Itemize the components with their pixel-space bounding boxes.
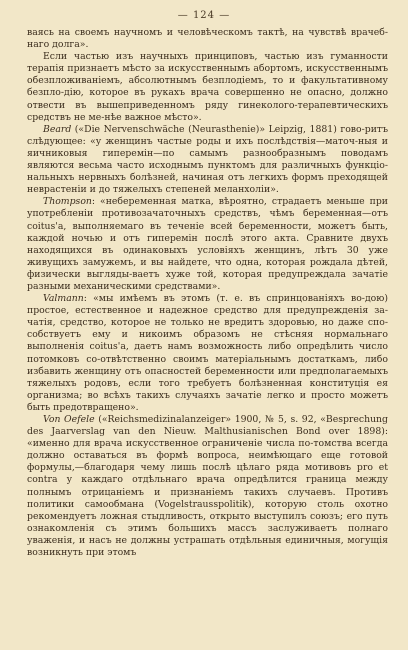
paragraph-thompson	[27, 196, 388, 293]
paragraph-text: («Die Nervenschwäche (Neurasthenie)» Leipzig, 1881) гово-ритъ слѣдующее: «у женщинъ частые роды и ихъ послѣдствія—маточ-ныя и яичниковыя гиперемін—по самымъ разнообразнымъ поводамъ являются весьма часто исходнымъ пунктомъ для различныхъ функціо-нальныхъ нервныхъ болѣзней, начиная отъ легкихъ формъ преходящей неврастеніи и до тяжелыхъ степеней меланхоліи».	[27, 123, 388, 196]
paragraph-continuation	[27, 27, 388, 51]
paragraph-abortion-therapy	[27, 51, 388, 124]
paragraph-valmann	[27, 293, 388, 414]
body-text	[27, 27, 388, 559]
page-bottom-edge	[0, 644, 408, 650]
page-number: — 124 —	[177, 10, 231, 21]
paragraph-text: : «мы имѣемъ въ этомъ (т. е. въ спринцованіяхъ во-дою) простое, естественное и надежное средство для предупрежденія за-чатія, средство, которое не только не вредитъ здоровью, но даже спо-собствуетъ ему и никоимъ образомъ не стѣсняя нормальнаго выполненія coitus'а, даетъ намъ возможность либо опредѣлить число потомковъ со-отвѣтственно своимъ матеріальнымъ достаткамъ, либо избавить женщину отъ опасностей беременности или предполагаемыхъ тяжелыхъ родовъ, если того требуетъ болѣзненная конституція ея организма; во всѣхъ такихъ случаяхъ зачатіе легко и просто можетъ быть предотвращено».	[27, 293, 388, 413]
paragraph-text: Если частью изъ научныхъ принциповъ, частью изъ гуманности терапія признаетъ мѣсто за искусственнымъ абортомъ, искусственнымъ обезпложиваніемъ, абсолютнымъ безплодіемъ, то и факультативному безпло-дію, которое въ рукахъ врача совершенно не опасно, должно отвести въ вышеприведенномъ ряду гинекологo-терапевтическихъ средствъ не ме-нѣе важное мѣсто».	[27, 51, 388, 123]
paragraph-text: : «небеременная матка, вѣроятно, страдаетъ меньше при употребленіи противозачаточныхъ средствъ, чѣмъ беременная—отъ coitus'а, выполняемаго въ теченіе всей беременности, можетъ быть, каждой ночью и отъ гиперемін послѣ этого акта. Сравните двухъ находящихся въ одинаковыхъ условіяхъ женщинъ, лѣтъ 30 уже живущихъ замужемъ, и вы найдете, что одна, которая рождала дѣтей, физически выгляды-ваетъ хуже той, которая предупреждала зачатіе разными механическими средствами».	[27, 196, 388, 292]
paragraph-text: («Reichsmedizinalanzeiger» 1900, № 5, s. 92, «Besprechung des Jaarverslag van den Nieuw. Malthusianischen Bond over 1898): «именно для врача искусственное ограниченіе числа по-томства всегда должно оставаться въ формѣ вопроса, неимѣющаго еще готовой формулы,—благодаря чему лишь послѣ цѣлаго ряда мотивовъ pro et contra у каждаго отдѣльнаго врача опредѣлится граница между полнымъ отрицаніемъ и признаніемъ такихъ случаевъ. Противъ политики самообмана (Vogelstrausspolitik), которую столь охотно рекомендуетъ ложная стыдливость, открыто выступилъ союзъ; его путь ознакомленія съ этимъ большихъ массъ заслуживаетъ полнаго уваженія, и насъ не должны устрашать отдѣльныя единичныя, могущія возникнуть при этомъ	[27, 414, 388, 559]
author-name: Valmann	[43, 293, 84, 305]
author-name: Thompson	[43, 196, 92, 208]
author-name: Von Oefele	[43, 414, 95, 425]
author-name: Beard	[43, 123, 72, 135]
paragraph-von-oefele	[27, 414, 388, 559]
paragraph-beard	[27, 124, 388, 197]
paragraph-text: ваясь на своемъ научномъ и человѣческомъ тактѣ, на чувствѣ врачеб-наго долга».	[27, 27, 388, 51]
